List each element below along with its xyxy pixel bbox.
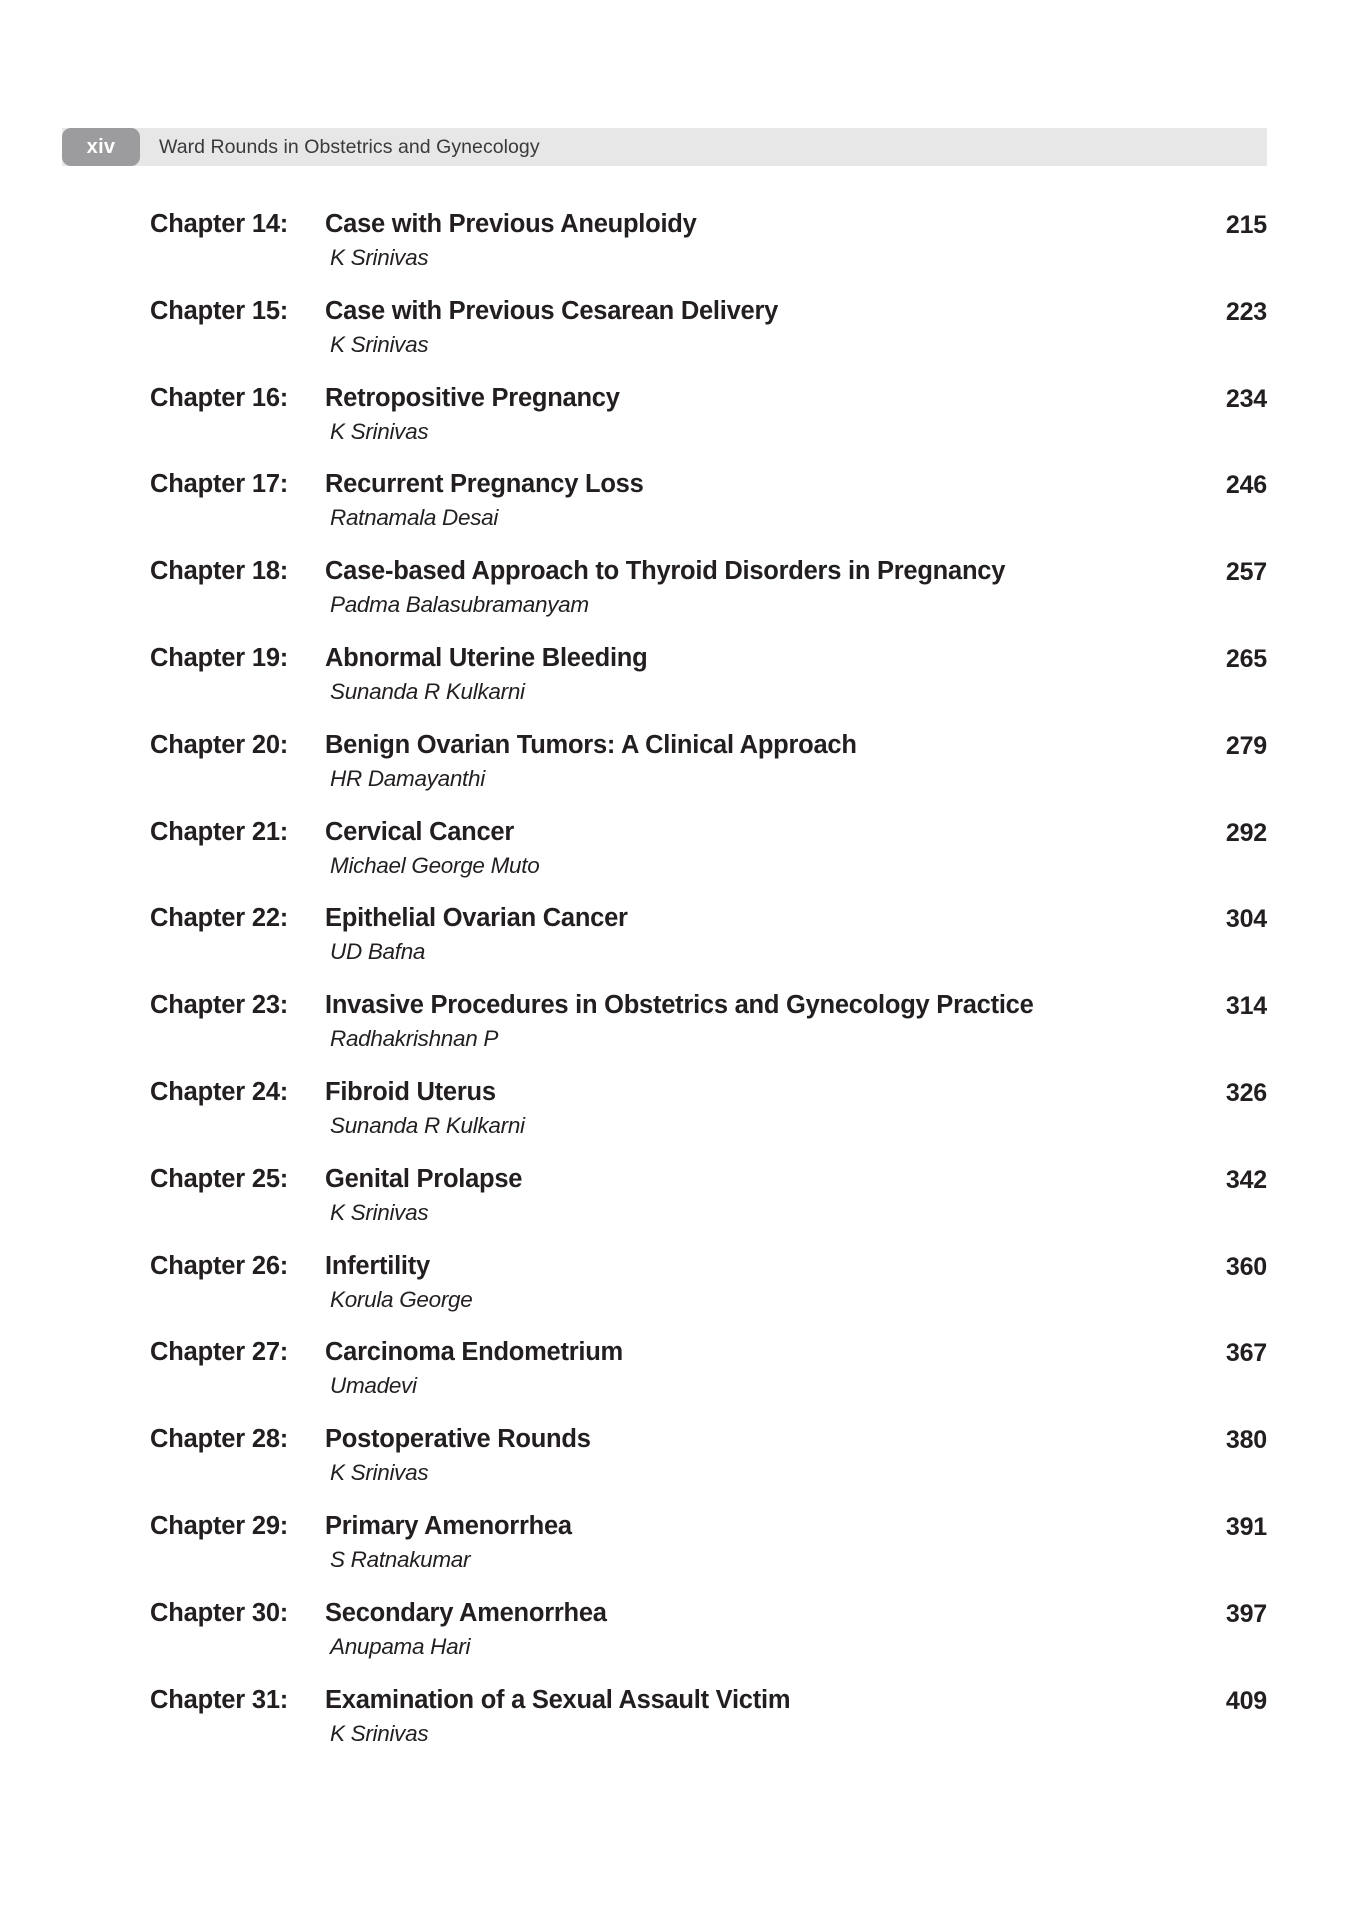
- chapter-title[interactable]: Secondary Amenorrhea: [325, 1598, 607, 1627]
- chapter-title[interactable]: Invasive Procedures in Obstetrics and Gynecology Practice: [325, 991, 1034, 1020]
- toc-entry[interactable]: [0, 384, 1363, 471]
- chapter-author: Sunanda R Kulkarni: [330, 1112, 525, 1138]
- chapter-page-number[interactable]: 292: [1225, 818, 1267, 847]
- chapter-author: K Srinivas: [330, 418, 429, 444]
- chapter-author: K Srinivas: [330, 1720, 429, 1746]
- chapter-label: Chapter 19:: [150, 643, 289, 672]
- chapter-page-number[interactable]: 326: [1225, 1078, 1267, 1107]
- chapter-page-number[interactable]: 246: [1225, 471, 1267, 500]
- chapter-label: Chapter 15:: [150, 296, 289, 325]
- chapter-author: K Srinivas: [330, 1460, 429, 1486]
- chapter-page-number[interactable]: 360: [1225, 1252, 1267, 1281]
- chapter-page-number[interactable]: 279: [1225, 731, 1267, 760]
- chapter-author: Anupama Hari: [330, 1633, 471, 1659]
- toc-entry[interactable]: [0, 1425, 1363, 1512]
- chapter-title[interactable]: Cervical Cancer: [325, 817, 515, 846]
- chapter-page-number[interactable]: 314: [1225, 992, 1267, 1021]
- chapter-label: Chapter 22:: [150, 904, 289, 933]
- chapter-page-number[interactable]: 215: [1225, 211, 1267, 239]
- chapter-page-number[interactable]: 342: [1225, 1165, 1267, 1194]
- chapter-label: Chapter 28:: [150, 1425, 289, 1454]
- chapter-title[interactable]: Retropositive Pregnancy: [325, 383, 620, 412]
- toc-entry[interactable]: [0, 1165, 1363, 1252]
- chapter-label: Chapter 24:: [150, 1077, 289, 1106]
- toc-entry[interactable]: [0, 731, 1363, 818]
- chapter-title[interactable]: Recurrent Pregnancy Loss: [325, 470, 644, 499]
- chapter-author: Michael George Muto: [330, 852, 540, 878]
- toc-entry[interactable]: [0, 644, 1363, 731]
- table-of-contents: [0, 210, 1363, 1772]
- chapter-author: Korula George: [330, 1286, 473, 1312]
- toc-entry[interactable]: [0, 1686, 1363, 1773]
- chapter-author: K Srinivas: [330, 331, 429, 357]
- chapter-label: Chapter 30:: [150, 1598, 289, 1627]
- chapter-author: Padma Balasubramanyam: [330, 592, 589, 618]
- toc-entry[interactable]: [0, 991, 1363, 1078]
- chapter-author: Radhakrishnan P: [330, 1026, 499, 1052]
- chapter-author: HR Damayanthi: [330, 765, 485, 791]
- chapter-label: Chapter 29:: [150, 1511, 289, 1540]
- toc-entry[interactable]: [0, 1599, 1363, 1686]
- chapter-label: Chapter 25:: [150, 1164, 289, 1193]
- toc-entry[interactable]: [0, 557, 1363, 644]
- toc-entry[interactable]: [0, 470, 1363, 557]
- chapter-title[interactable]: Case-based Approach to Thyroid Disorders in Pregnancy: [325, 557, 1006, 586]
- chapter-page-number[interactable]: 304: [1225, 905, 1267, 934]
- toc-entry[interactable]: [0, 210, 1363, 297]
- chapter-title[interactable]: Primary Amenorrhea: [325, 1511, 572, 1540]
- chapter-page-number[interactable]: 380: [1225, 1426, 1267, 1455]
- book-title: Ward Rounds in Obstetrics and Gynecology: [159, 135, 540, 158]
- toc-entry[interactable]: [0, 1078, 1363, 1165]
- chapter-author: Sunanda R Kulkarni: [330, 678, 525, 704]
- chapter-page-number[interactable]: 391: [1225, 1512, 1267, 1541]
- chapter-label: Chapter 18:: [150, 557, 289, 586]
- chapter-page-number[interactable]: 234: [1225, 384, 1267, 413]
- chapter-label: Chapter 31:: [150, 1685, 289, 1714]
- chapter-author: S Ratnakumar: [330, 1546, 471, 1572]
- chapter-page-number[interactable]: 367: [1225, 1339, 1267, 1368]
- toc-entry[interactable]: [0, 1512, 1363, 1599]
- chapter-label: Chapter 21:: [150, 817, 289, 846]
- toc-entry[interactable]: [0, 904, 1363, 991]
- chapter-label: Chapter 20:: [150, 730, 289, 759]
- chapter-label: Chapter 16:: [150, 383, 289, 412]
- chapter-page-number[interactable]: 409: [1225, 1686, 1267, 1715]
- chapter-page-number[interactable]: 265: [1225, 644, 1267, 673]
- chapter-title[interactable]: Fibroid Uterus: [325, 1077, 496, 1106]
- chapter-author: K Srinivas: [330, 1199, 429, 1225]
- chapter-title[interactable]: Case with Previous Cesarean Delivery: [325, 296, 779, 325]
- chapter-title[interactable]: Examination of a Sexual Assault Victim: [325, 1685, 791, 1714]
- chapter-title[interactable]: Epithelial Ovarian Cancer: [325, 904, 628, 933]
- toc-entry[interactable]: [0, 297, 1363, 384]
- chapter-author: UD Bafna: [330, 939, 426, 965]
- running-head: [62, 128, 1267, 166]
- chapter-label: Chapter 17:: [150, 470, 289, 499]
- page-number-badge: xiv: [62, 128, 140, 166]
- chapter-page-number[interactable]: 257: [1225, 558, 1267, 587]
- chapter-title[interactable]: Carcinoma Endometrium: [325, 1338, 623, 1367]
- chapter-title[interactable]: Postoperative Rounds: [325, 1425, 591, 1454]
- toc-entry[interactable]: [0, 1338, 1363, 1425]
- toc-entry[interactable]: [0, 1252, 1363, 1339]
- chapter-title[interactable]: Infertility: [325, 1251, 430, 1280]
- chapter-page-number[interactable]: 397: [1225, 1599, 1267, 1628]
- chapter-title[interactable]: Benign Ovarian Tumors: A Clinical Approach: [325, 730, 857, 759]
- chapter-author: Ratnamala Desai: [330, 505, 499, 531]
- chapter-title[interactable]: Abnormal Uterine Bleeding: [325, 643, 648, 672]
- chapter-page-number[interactable]: 223: [1225, 297, 1267, 326]
- chapter-author: Umadevi: [330, 1373, 417, 1399]
- chapter-label: Chapter 14:: [150, 210, 289, 238]
- chapter-author: K Srinivas: [330, 245, 429, 270]
- chapter-title[interactable]: Case with Previous Aneuploidy: [325, 210, 697, 238]
- toc-entry[interactable]: [0, 818, 1363, 905]
- chapter-label: Chapter 27:: [150, 1338, 289, 1367]
- chapter-title[interactable]: Genital Prolapse: [325, 1164, 523, 1193]
- chapter-label: Chapter 23:: [150, 991, 289, 1020]
- chapter-label: Chapter 26:: [150, 1251, 289, 1280]
